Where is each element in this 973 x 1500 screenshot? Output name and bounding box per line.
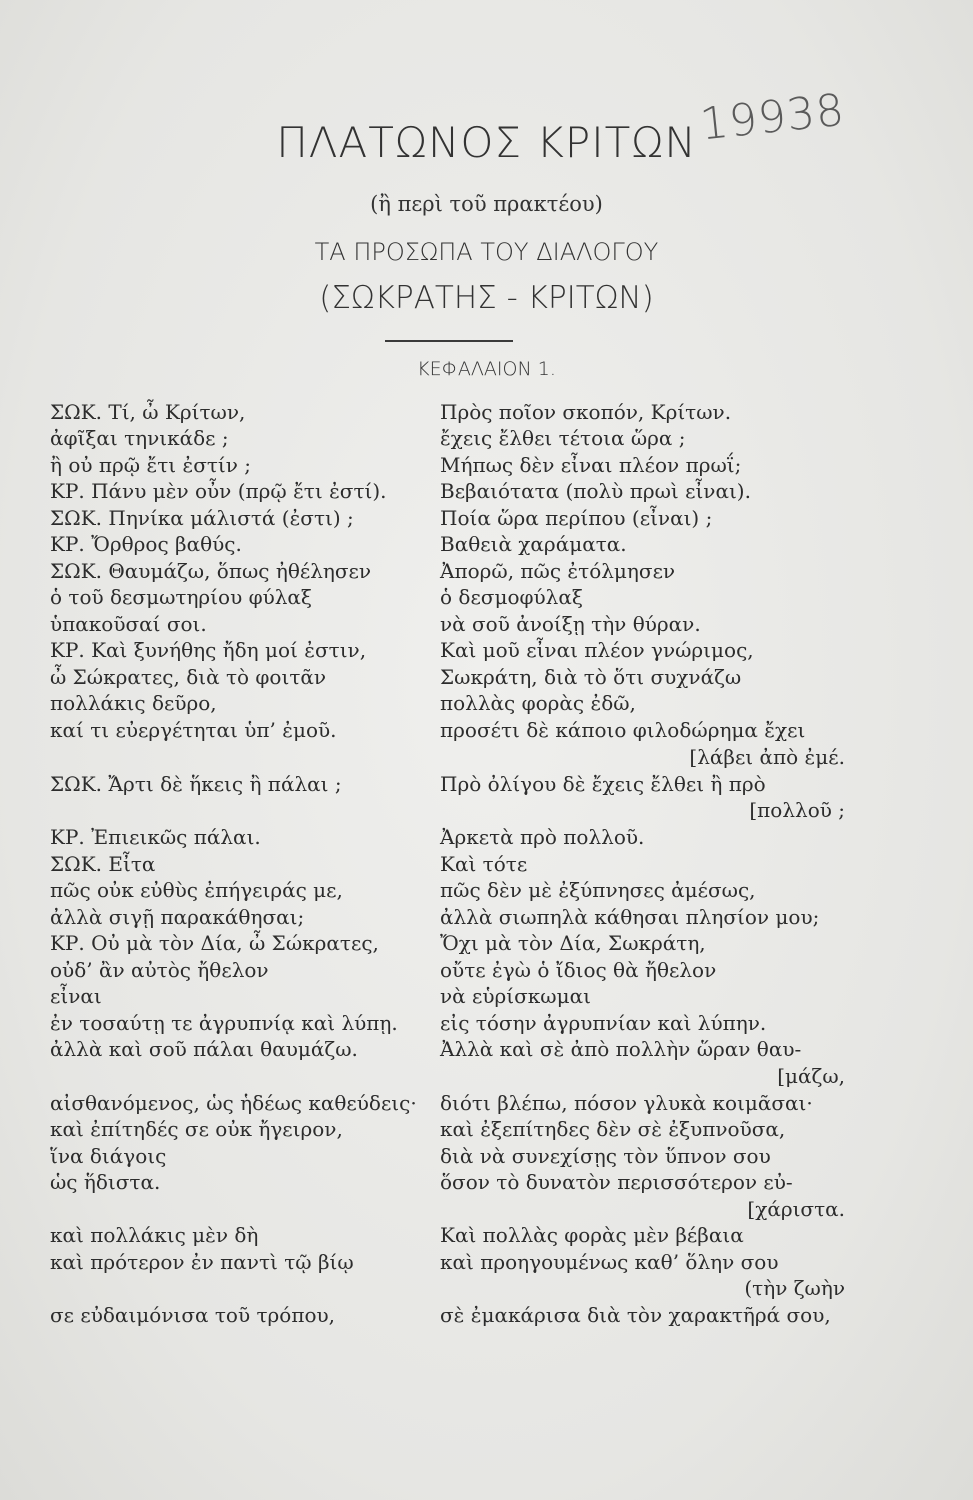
right-line: καὶ προηγουμένως καθ’ ὅλην σου [440,1250,779,1274]
persons-heading: ΤΑ ΠΡΟΣΩΠΑ ΤΟΥ ΔΙΑΛΟΓΟΥ [314,238,659,266]
left-line: ἀλλὰ καὶ σοῦ πάλαι θαυμάζω. [50,1037,358,1061]
left-line: πολλάκις δεῦρο, [50,691,217,715]
page-subtitle: (ἢ περὶ τοῦ πρακτέου) [370,192,603,216]
right-line: καὶ ἐξεπίτηδες δὲν σὲ ἐξυπνοῦσα, [440,1117,786,1141]
right-line: Καὶ πολλὰς φορὰς μὲν βέβαια [440,1223,744,1247]
right-line-continuation: [πολλοῦ ; [749,798,845,822]
right-line: Ποία ὥρα περίπου (εἶναι) ; [440,506,713,530]
right-line: Μήπως δὲν εἶναι πλέον πρωΐ; [440,453,742,477]
right-line: Πρὸς ποῖον σκοπόν, Κρίτων. [440,400,732,424]
left-line: ἀφῖξαι τηνικάδε ; [50,426,229,450]
page-title: ΠΛΑΤΩΝΟΣ ΚΡΙΤΩΝ [276,118,697,167]
right-line: ἔχεις ἔλθει τέτοια ὥρα ; [440,426,686,450]
title-divider [385,340,513,342]
right-line: πολλὰς φορὰς ἐδῶ, [440,691,636,715]
right-line-continuation: (τὴν ζωὴν [744,1276,845,1300]
left-line: ΣΩΚ. Θαυμάζω, ὅπως ἠθέλησεν [50,559,372,583]
left-line: ΚΡ. Πάνυ μὲν οὖν (πρῷ ἔτι ἐστί). [50,479,387,503]
right-line: Βαθειὰ χαράματα. [440,532,627,556]
left-line: σε εὐδαιμόνισα τοῦ τρόπου, [50,1303,336,1327]
left-line: ΚΡ. Ἐπιεικῶς πάλαι. [50,825,261,849]
right-line-continuation: [χάριστα. [747,1197,845,1221]
persons-names: (ΣΩΚΡΑΤΗΣ - ΚΡΙΤΩΝ) [319,280,654,316]
left-line: εἶναι [50,984,102,1008]
left-line: πῶς οὐκ εὐθὺς ἐπήγειράς με, [50,878,343,902]
right-line: νὰ εὑρίσκωμαι [440,984,591,1008]
right-line: ὁ δεσμοφύλαξ [440,585,583,609]
right-line: Ὄχι μὰ τὸν Δία, Σωκράτη, [440,931,706,955]
right-line: Βεβαιότατα (πολὺ πρωὶ εἶναι). [440,479,751,503]
left-line: αἰσθανόμενος, ὡς ἡδέως καθεύδεις· [50,1091,417,1115]
right-line-continuation: [μάζω, [777,1064,845,1088]
left-line: ἀλλὰ σιγῇ παρακάθησαι; [50,905,305,929]
chapter-heading: ΚΕΦΑΛΑΙΟΝ 1. [417,358,556,380]
right-line: Πρὸ ὀλίγου δὲ ἔχεις ἔλθει ἢ πρὸ [440,772,766,796]
left-line: ΚΡ. Καὶ ξυνήθης ἤδη μοί ἐστιν, [50,638,367,662]
left-line: καὶ ἐπίτηδές σε οὐκ ἤγειρον, [50,1117,343,1141]
right-line: εἰς τόσην ἀγρυπνίαν καὶ λύπην. [440,1011,767,1035]
left-line: ὦ Σώκρατες, διὰ τὸ φοιτᾶν [50,665,327,689]
left-line: ἢ οὐ πρῷ ἔτι ἐστίν ; [50,453,252,477]
right-line: Ἀρκετὰ πρὸ πολλοῦ. [440,825,645,849]
left-line: καί τι εὐεργέτηται ὑπ’ ἐμοῦ. [50,718,337,742]
right-line: οὔτε ἐγὼ ὁ ἴδιος θὰ ἤθελον [440,958,717,982]
right-line: νὰ σοῦ ἀνοίξῃ τὴν θύραν. [440,612,701,636]
right-line: ὅσον τὸ δυνατὸν περισσότερον εὐ- [440,1170,793,1194]
left-line: ὡς ἥδιστα. [50,1170,161,1194]
right-line: ἀλλὰ σιωπηλὰ κάθησαι πλησίον μου; [440,905,820,929]
right-line: Ἀπορῶ, πῶς ἐτόλμησεν [440,559,676,583]
handwritten-archive-number: 19938 [697,84,848,151]
right-line: προσέτι δὲ κάποιο φιλοδώρημα ἔχει [440,718,806,742]
right-line: Σωκράτη, διὰ τὸ ὅτι συχνάζω [440,665,742,689]
left-line: οὐδ’ ἂν αὐτὸς ἤθελον [50,958,269,982]
left-line: καὶ πολλάκις μὲν δὴ [50,1223,259,1247]
right-line: διότι βλέπω, πόσον γλυκὰ κοιμᾶσαι· [440,1091,813,1115]
left-line: ὑπακοῦσαί σοι. [50,612,207,636]
left-line: ΣΩΚ. Εἶτα [50,852,156,876]
left-line: ΚΡ. Οὐ μὰ τὸν Δία, ὦ Σώκρατες, [50,931,379,955]
right-line: διὰ νὰ συνεχίσῃς τὸν ὕπνον σου [440,1144,771,1168]
right-line-continuation: [λάβει ἀπὸ ἐμέ. [689,745,845,769]
left-line: καὶ πρότερον ἐν παντὶ τῷ βίῳ [50,1250,354,1274]
left-line: ΣΩΚ. Πηνίκα μάλιστά (ἐστι) ; [50,506,354,530]
left-line: ΚΡ. Ὄρθρος βαθύς. [50,532,242,556]
right-line: σὲ ἐμακάρισα διὰ τὸν χαρακτῆρά σου, [440,1303,831,1327]
left-line: ΣΩΚ. Τί, ὦ Κρίτων, [50,400,246,424]
left-line: ἐν τοσαύτῃ τε ἀγρυπνίᾳ καὶ λύπῃ. [50,1011,398,1035]
left-line: ὁ τοῦ δεσμωτηρίου φύλαξ [50,585,312,609]
right-line: Ἀλλὰ καὶ σὲ ἀπὸ πολλὴν ὥραν θαυ- [440,1037,802,1061]
left-line: ΣΩΚ. Ἄρτι δὲ ἥκεις ἢ πάλαι ; [50,772,342,796]
right-line: πῶς δὲν μὲ ἐξύπνησες ἀμέσως, [440,878,756,902]
left-line: ἵνα διάγοις [50,1144,167,1168]
right-line: Καὶ μοῦ εἶναι πλέον γνώριμος, [440,638,754,662]
right-line: Καὶ τότε [440,852,528,876]
